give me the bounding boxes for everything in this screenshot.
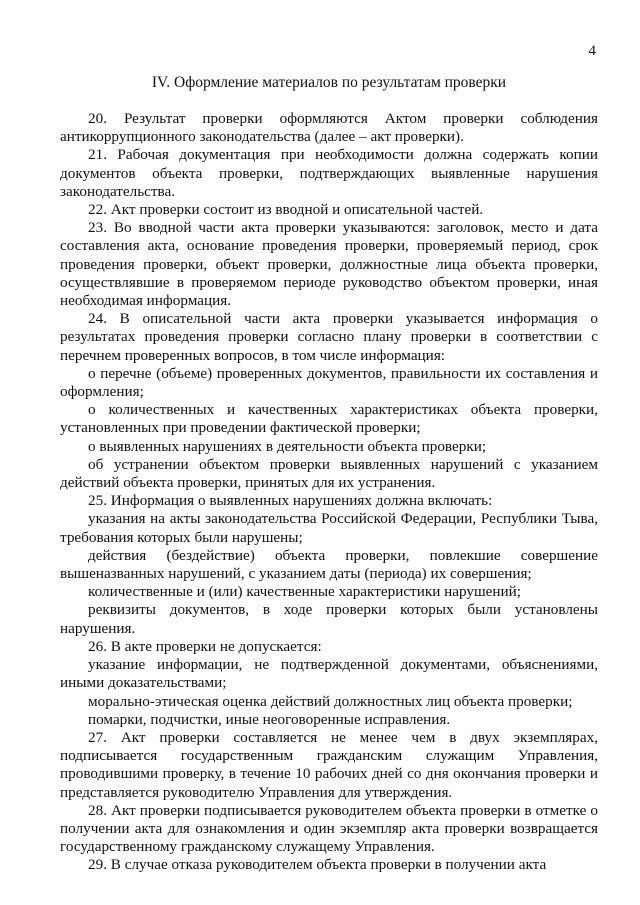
list-item: об устранении объектом проверки выявленных нарушений с указанием действий объекта проверки, принятых для их устранения.: [60, 455, 598, 492]
list-item: указание информации, не подтвержденной документами, объяснениями, иными доказательствами;: [60, 656, 598, 692]
list-item: морально-этическая оценка действий должностных лиц объекта проверки;: [88, 692, 573, 710]
list-item: о количественных и качественных характеристиках объекта проверки, установленных при проведении фактической проверки;: [60, 401, 598, 437]
document-body: [60, 110, 598, 875]
paragraph-21: 21. Рабочая документация при необходимости должна содержать копии документов объекта проверки, подтверждающих выявленные нарушения законодательства.: [60, 146, 598, 200]
paragraph-26: 26. В акте проверки не допускается:: [88, 637, 322, 655]
list-item: о выявленных нарушениях в деятельности объекта проверки;: [88, 437, 487, 455]
page-number: 4: [588, 43, 596, 59]
paragraph-22: 22. Акт проверки состоит из вводной и описательной частей.: [88, 201, 484, 219]
paragraph-25: 25. Информация о выявленных нарушениях должна включать:: [88, 492, 493, 510]
section-title: IV. Оформление материалов по результатам проверки: [151, 74, 507, 91]
paragraph-28: 28. Акт проверки подписывается руководителем объекта проверки в отметке о получении акта для ознакомления и один экземпляр акта проверки возвращается государственному гражданскому служащему Управления.: [60, 801, 598, 856]
list-item: количественные и (или) качественные характеристики нарушений;: [88, 583, 522, 601]
list-item: указания на акты законодательства Российской Федерации, Республики Тыва, требования которых были нарушены;: [60, 510, 598, 546]
paragraph-20: 20. Результат проверки оформляются Актом проверки соблюдения антикоррупционного законодательства (далее – акт проверки).: [60, 110, 598, 146]
list-item: действия (бездействие) объекта проверки, повлекшие совершение вышеназванных нарушений, с указанием даты (периода) их совершения;: [60, 546, 598, 583]
paragraph-29: 29. В случае отказа руководителем объекта проверки в получении акта: [88, 856, 547, 874]
paragraph-23: 23. Во вводной части акта проверки указываются: заголовок, место и дата составления акта, основание проведения проверки, проверяемый период, срок проведения проверки, объект проверки, должностные лица объекта проверки, осуществлявшие в проверяемом периоде руководство объектом проверки, иная необходимая информация.: [60, 219, 598, 310]
list-item: помарки, подчистки, иные неоговоренные исправления.: [88, 710, 451, 728]
paragraph-24: 24. В описательной части акта проверки указывается информация о результатах проведения проверки согласно плану проверки в соответствии с перечнем проверенных вопросов, в том числе информация:: [60, 310, 598, 364]
paragraph-27: 27. Акт проверки составляется не менее чем в двух экземплярах, подписывается государственным гражданским служащим Управления, проводившими проверку, в течение 10 рабочих дней со дня окончания проверки и представляется руководителю Управления для утверждения.: [60, 728, 598, 801]
list-item: о перечне (объеме) проверенных документов, правильности их составления и оформления;: [60, 364, 598, 401]
list-item: реквизиты документов, в ходе проверки которых были установлены нарушения.: [60, 601, 598, 637]
